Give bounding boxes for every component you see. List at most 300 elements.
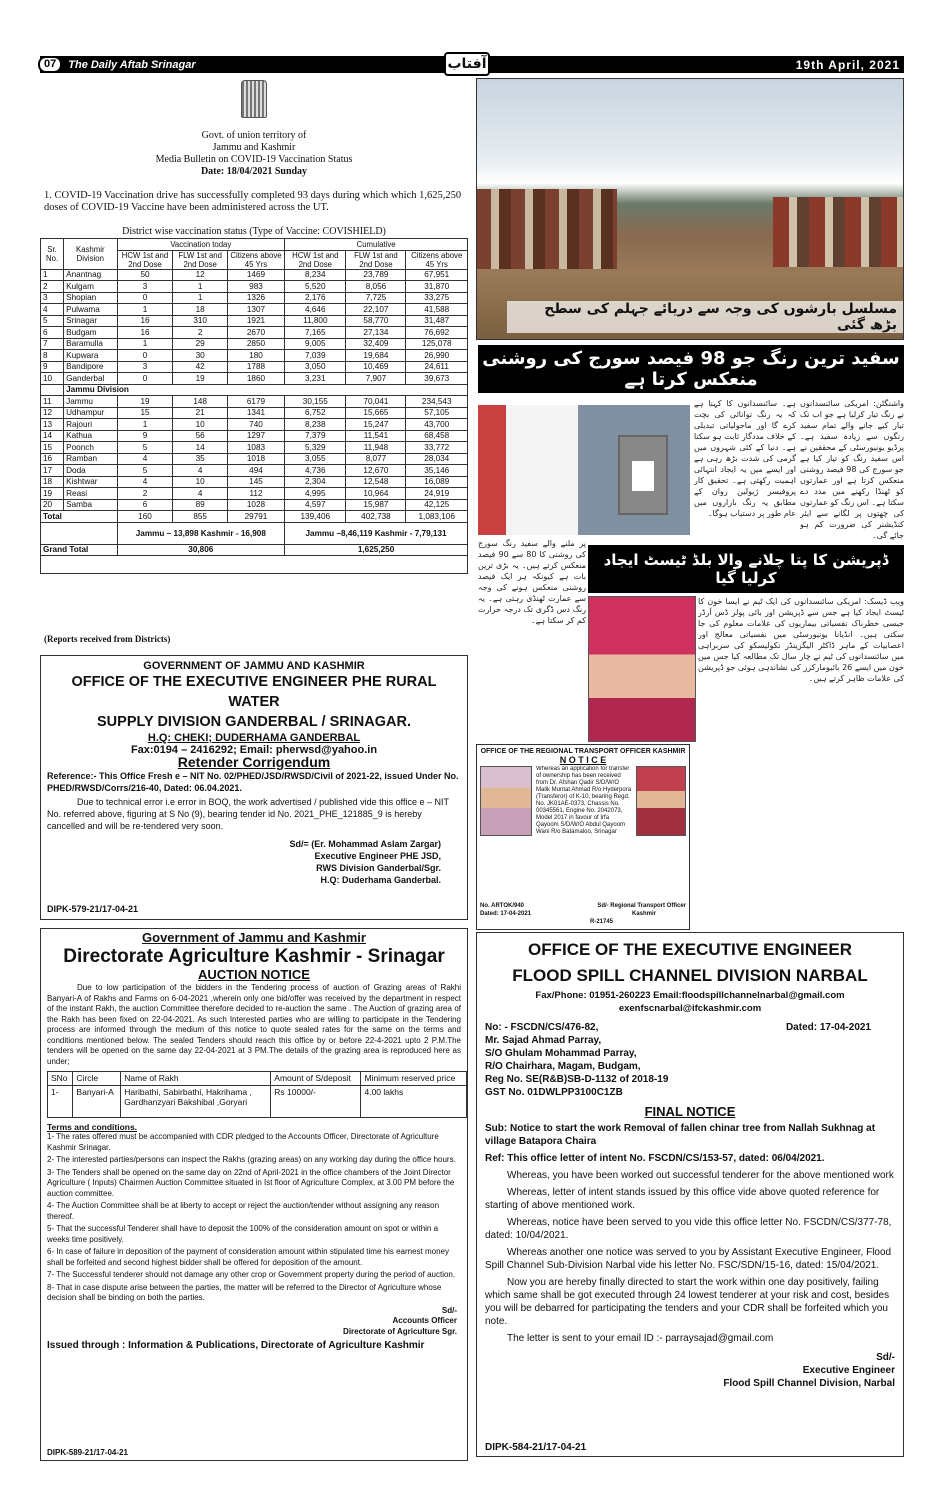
value-cell: 1341: [227, 407, 284, 419]
sr-no-cell: 14: [41, 430, 64, 442]
value-cell: 16,089: [406, 476, 468, 488]
fsc-address: [485, 1034, 895, 1099]
value-cell: 5: [117, 465, 173, 477]
phe-sign-2: Executive Engineer PHE JSD,: [314, 851, 441, 861]
district-name-cell: Pulwama: [64, 304, 117, 316]
agri-body: Due to low participation of the bidders in the Tendering process of auction of Grazing areas of Rakhi Banyari-A of Rakhs and Farms on 6-04-2021 ,wherein only one bid/offer was received by the department in respect of the instant Rakh, the auction Committee therefore decided to re-auction the same . The Auction of grazing area of the Rakh has been fixed on 22-04-2021. As such Interested parties who are willing to participate in the Tendering process are informed through the medium of this notice to quote sealed rates for the same on the terms and conditions mentioned below. The sealed Tenders should reach this office by or before 22-4-2021 upto 2 P.M.The tenders will be opened on the same day 22-04-2021 at 3 PM.The details of the grazing area is reproduced here as under;: [47, 983, 461, 1066]
fsc-email: The letter is sent to your email ID :- parraysajad@gmail.com: [507, 1333, 774, 1344]
value-cell: 2: [173, 327, 227, 339]
fsc-addr-5: GST No. 01DWLPP3100C1ZB: [485, 1087, 623, 1098]
photo-caption: مسلسل بارشوں کی وجہ سے دریائے جہلم کی سطح بڑھ گئی: [507, 301, 903, 333]
value-cell: 6: [117, 499, 173, 511]
district-row: [41, 430, 468, 442]
sr-no-cell: 7: [41, 338, 64, 350]
value-cell: 15,987: [346, 499, 406, 511]
rto-sd: Sd/- Regional Transport Officer: [597, 903, 686, 909]
district-row: [41, 350, 468, 362]
rto-sign-row-2: [480, 910, 686, 918]
value-cell: 8,234: [285, 269, 346, 281]
term-item: 5- That the successful Tenderer shall have to deposit the 100% of the consideration amount on spot or within a weeks time positively.: [47, 1224, 439, 1244]
grand-total-label: Grand Total: [41, 544, 118, 556]
value-cell: 19,684: [346, 350, 406, 362]
fsc-contact-1: Fax/Phone: 01951-260223 Email:floodspillchannelnarbal@gmail.com: [535, 990, 845, 1001]
value-cell: 31,487: [406, 315, 468, 327]
rto-title: N O T I C E: [559, 755, 607, 765]
value-cell: 180: [227, 350, 284, 362]
value-cell: 23,789: [346, 269, 406, 281]
fsc-para: Whereas, letter of intent stands issued by this office vide above quoted reference for starting of above mentioned work.: [485, 1187, 880, 1211]
value-cell: 5: [117, 442, 173, 454]
grand-total-today: 30,806: [117, 544, 285, 556]
phe-sign-1: Sd/= (Er. Mohammad Aslam Zargar): [289, 839, 441, 849]
district-row: [41, 315, 468, 327]
value-cell: 15: [117, 407, 173, 419]
value-cell: 12: [173, 269, 227, 281]
sr-no-cell: 15: [41, 442, 64, 454]
sr-no-cell: 6: [41, 327, 64, 339]
value-cell: 4,597: [285, 499, 346, 511]
value-cell: 3,055: [285, 453, 346, 465]
district-row: [41, 453, 468, 465]
rto-kashmir: Kashmir: [631, 911, 656, 917]
totals: [41, 511, 468, 574]
agri-govt: Government of Jammu and Kashmir: [142, 930, 366, 945]
value-cell: 6,752: [285, 407, 346, 419]
value-cell: 16: [117, 327, 173, 339]
term-item: 4- The Auction Committee shall be at liberty to accept or reject the auction/tender without assigning any reason thereof.: [47, 1201, 440, 1221]
newspaper-name: The Daily Aftab Srinagar: [68, 58, 196, 71]
value-cell: 21: [173, 407, 227, 419]
sr-no-cell: 20: [41, 499, 64, 511]
value-cell: 7,039: [285, 350, 346, 362]
kashmir-rows: [41, 269, 468, 384]
term-item: 2- The interested parties/persons can inspect the Rakhs (grazing areas) on any working day during the office hours.: [47, 1155, 456, 1164]
fsc-subject: Sub: Notice to start the work Removal of fallen chinar tree from Nallah Sukhnag at village Batapora Chaira: [485, 1123, 876, 1147]
value-cell: 24,611: [406, 361, 468, 373]
rto-office: OFFICE OF THE REGIONAL TRANSPORT OFFICER KASHMIR: [480, 748, 686, 755]
district-row: [41, 338, 468, 350]
col-header: Citizens above 45 Yrs: [227, 250, 284, 269]
value-cell: 19: [117, 396, 173, 408]
total-cell: 1,083,106: [406, 511, 468, 523]
fsc-sign-3: Flood Spill Channel Division, Narbal: [723, 1378, 895, 1389]
value-cell: 1469: [227, 269, 284, 281]
district-name-cell: Jammu: [64, 396, 117, 408]
value-cell: 42: [173, 361, 227, 373]
headline-banner-paint: سفید ترین رنگ جو 98 فیصد سورج کی روشنی منعکس کرتا ہے: [478, 345, 904, 393]
col-header: Sr. No.: [41, 239, 64, 270]
value-cell: 0: [117, 350, 173, 362]
district-name-cell: Kathua: [64, 430, 117, 442]
white-paint-sample: [618, 435, 668, 515]
value-cell: 19: [173, 373, 227, 385]
fsc-division: FLOOD SPILL CHANNEL DIVISION NARBAL: [512, 966, 868, 985]
rakh-col: Amount of S/deposit: [271, 1072, 361, 1086]
district-row: [41, 419, 468, 431]
value-cell: 7,379: [285, 430, 346, 442]
value-cell: 26,990: [406, 350, 468, 362]
district-row: [41, 373, 468, 385]
value-cell: 7,907: [346, 373, 406, 385]
value-cell: 310: [173, 315, 227, 327]
term-item: 6- In case of failure in deposition of the payment of consideration amount within stipulated time his earnest money shall be forfeited and second highest bidder shall be offered for deposition of the amount.: [47, 1247, 450, 1267]
rakh-table: [47, 1071, 467, 1118]
value-cell: 24,919: [406, 488, 468, 500]
value-cell: 6179: [227, 396, 284, 408]
col-header: FLW 1st and 2nd Dose: [346, 250, 406, 269]
district-name-cell: Bandipore: [64, 361, 117, 373]
sr-no-cell: 18: [41, 476, 64, 488]
value-cell: 42,125: [406, 499, 468, 511]
table-caption: District wise vaccination status (Type of Vaccine: COVISHIELD): [122, 226, 386, 237]
col-header: HCW 1st and 2nd Dose: [285, 250, 346, 269]
value-cell: 4: [173, 488, 227, 500]
bulletin-paragraph: 1. COVID-19 Vaccination drive has successfully completed 93 days during which which 1,625,250 doses of COVID-19 Vaccine have been administered across the UT.: [44, 190, 462, 213]
value-cell: 27,134: [346, 327, 406, 339]
vaccination-table: [40, 238, 468, 574]
phe-title: Retender Corrigendum: [177, 754, 331, 770]
scientist-photo: [478, 405, 690, 535]
phe-reference: Reference:- This Office Fresh e – NIT No. 02/PHED/JSD/RWSD/Civil of 2021-22, issued Under No. PHED/RWSD/Corrs/216-40, Dated: 06.04.2021.: [47, 771, 459, 793]
fsc-title: FINAL NOTICE: [644, 1104, 736, 1119]
value-cell: 112: [227, 488, 284, 500]
district-name-cell: Rajouri: [64, 419, 117, 431]
fsc-addr-3: R/O Chairhara, Magam, Budgam,: [485, 1061, 641, 1072]
urdu-article-paint-col3: پر ملنے والے سفید رنگ سورج کی روشنی کا 80 سے 90 فیصد منعکس کرتے ہیں۔ یہ بڑی ترین بات ہے کیونکہ ہر ایک فیصد روشنی منعکس ہونے کی وجہ سے عمارت ٹھنڈی رہتی ہے۔ یہ رنگ دس ڈگری تک درجہ حرارت کم کر سکتا ہے۔: [478, 539, 586, 625]
value-cell: 32,409: [346, 338, 406, 350]
value-cell: 12,548: [346, 476, 406, 488]
jammu-rows: [41, 396, 468, 511]
total-cell: 29791: [227, 511, 284, 523]
value-cell: 2: [117, 488, 173, 500]
rto-notice: [476, 744, 690, 930]
sr-no-cell: 1: [41, 269, 64, 281]
value-cell: 3: [117, 281, 173, 293]
value-cell: 3: [117, 361, 173, 373]
district-row: [41, 292, 468, 304]
value-cell: 67,951: [406, 269, 468, 281]
fsc-addr-1: Mr. Sajad Ahmad Parray,: [485, 1035, 602, 1046]
fsc-office: OFFICE OF THE EXECUTIVE ENGINEER: [528, 940, 852, 959]
district-row: [41, 281, 468, 293]
value-cell: 1307: [227, 304, 284, 316]
value-cell: 3,050: [285, 361, 346, 373]
sr-no-cell: 3: [41, 292, 64, 304]
flood-spill-final-notice: [476, 932, 904, 1457]
sr-no-cell: 11: [41, 396, 64, 408]
sr-no-cell: 17: [41, 465, 64, 477]
fsc-signature: [485, 1351, 895, 1390]
value-cell: 4: [173, 465, 227, 477]
rto-body-cont: [480, 838, 686, 902]
agri-directorate: Directorate Agriculture Kashmir - Srinagar: [63, 945, 445, 967]
value-cell: 22,107: [346, 304, 406, 316]
bulletin-line-2: Jammu and Kashmir: [212, 142, 296, 153]
district-name-cell: Poonch: [64, 442, 117, 454]
term-item: 1- The rates offered must be accompanied with CDR pledged to the Accounts Officer, Directorate of Agriculture Kashmir Srinagar.: [47, 1132, 439, 1152]
value-cell: 70,041: [346, 396, 406, 408]
value-cell: 8,077: [346, 453, 406, 465]
rakh-col: Minimum reserved price: [361, 1072, 467, 1086]
state-emblem-icon: [241, 80, 267, 118]
value-cell: 8,056: [346, 281, 406, 293]
sr-no-cell: 12: [41, 407, 64, 419]
district-row: [41, 476, 468, 488]
rto-number: No. ARTOK/940: [480, 903, 525, 909]
total-label: Total: [41, 511, 118, 523]
value-cell: 10: [173, 476, 227, 488]
rto-dated: Dated: 17-04-2021: [480, 911, 532, 917]
district-name-cell: Doda: [64, 465, 117, 477]
masthead-logo: آفتاب: [444, 52, 490, 76]
district-name-cell: Kishtwar: [64, 476, 117, 488]
phe-hq: H.Q: CHEKI; DUDERHAMA GANDERBAL: [147, 732, 361, 744]
value-cell: 10: [173, 419, 227, 431]
value-cell: 4: [117, 476, 173, 488]
split-today: Jammu – 13,898 Kashmir - 16,908: [117, 522, 285, 544]
sr-no-cell: 9: [41, 361, 64, 373]
value-cell: 4: [117, 453, 173, 465]
value-cell: 1326: [227, 292, 284, 304]
transferor-photo: [480, 766, 532, 836]
value-cell: 494: [227, 465, 284, 477]
district-row: [41, 396, 468, 408]
phe-govt: GOVERNMENT OF JAMMU AND KASHMIR: [143, 660, 365, 672]
value-cell: 28,034: [406, 453, 468, 465]
jammu-division-row: [41, 384, 468, 396]
sr-no-cell: 10: [41, 373, 64, 385]
rakh-col: Circle: [73, 1072, 121, 1086]
riverside-houses: [477, 189, 617, 269]
value-cell: 33,275: [406, 292, 468, 304]
value-cell: 1: [117, 304, 173, 316]
split-cumulative: Jammu –8,46,119 Kashmir - 7,79,131: [285, 522, 468, 544]
value-cell: 5,520: [285, 281, 346, 293]
fsc-number-row: [485, 1021, 895, 1034]
value-cell: 56: [173, 430, 227, 442]
phe-office-2: SUPPLY DIVISION GANDERBAL / SRINAGAR.: [97, 714, 411, 730]
district-name-cell: Baramulla: [64, 338, 117, 350]
rto-body: Whereas an application for transfer of ownership has been received from Dr. Afshan Qadir S/D/W/O Malik Muntat Ahmad R/o Hyderpora (Transferor) of K-10, bearing Regd. No. JK01AE-0373, Chassis No. 00345561, Engine No. 2042073, Model 2017 in favour of Irfa Qayoom S/D/W/O Abdul Qayoom Wani R/o Batamaloo, Srinagar: [536, 766, 632, 835]
agri-dipk: DIPK-589-21/17-04-21: [47, 1447, 128, 1457]
rakh-cell: Banyari-A: [73, 1085, 121, 1117]
covid-bulletin-header: [40, 80, 468, 178]
fsc-addr-4: Reg No. SE(R&B)SB-D-1132 of 2018-19: [485, 1074, 669, 1085]
issue-date: 19th April, 2021: [795, 57, 900, 72]
value-cell: 68,458: [406, 430, 468, 442]
value-cell: 35: [173, 453, 227, 465]
district-row: [41, 304, 468, 316]
sr-no-cell: 2: [41, 281, 64, 293]
value-cell: 4,646: [285, 304, 346, 316]
fsc-dipk: DIPK-584-21/17-04-21: [485, 1442, 587, 1453]
total-cell: 402,738: [346, 511, 406, 523]
value-cell: 11,948: [346, 442, 406, 454]
district-name-cell: Samba: [64, 499, 117, 511]
sr-no-cell: 8: [41, 350, 64, 362]
rakh-cell: 4.00 lakhs: [361, 1085, 467, 1117]
rto-sign-row-1: [480, 902, 686, 910]
value-cell: 9: [117, 430, 173, 442]
col-header: HCW 1st and 2nd Dose: [117, 250, 173, 269]
district-name-cell: Kulgam: [64, 281, 117, 293]
total-cell: 855: [173, 511, 227, 523]
district-name-cell: Ganderbal: [64, 373, 117, 385]
value-cell: 125,078: [406, 338, 468, 350]
value-cell: 1860: [227, 373, 284, 385]
value-cell: 1: [117, 338, 173, 350]
sr-no-cell: 4: [41, 304, 64, 316]
rakh-cell: Haribathi, Sabirbathi, Hakrihama , Gardhanzyari Bakshibal ,Goryari: [121, 1085, 271, 1117]
value-cell: 1028: [227, 499, 284, 511]
bulletin-line-1: Govt. of union territory of: [201, 130, 307, 141]
col-header: Kashmir Division: [64, 239, 117, 270]
phe-dipk: DIPK-579-21/17-04-21: [47, 904, 139, 914]
rakh-col: Name of Rakh: [121, 1072, 271, 1086]
fsc-reference: Ref: This office letter of intent No. FSCDN/CS/153-57, dated: 06/04/2021.: [485, 1153, 825, 1164]
agri-signature: [47, 1306, 461, 1338]
value-cell: 145: [227, 476, 284, 488]
value-cell: 983: [227, 281, 284, 293]
value-cell: 0: [117, 373, 173, 385]
fsc-para: Whereas, notice have been served to you vide this office letter No. FSCDN/CS/377-78, dated: 10/04/2021.: [485, 1217, 892, 1241]
district-row: [41, 269, 468, 281]
value-cell: 57,105: [406, 407, 468, 419]
value-cell: 2,304: [285, 476, 346, 488]
district-name-cell: Shopian: [64, 292, 117, 304]
district-row: [41, 327, 468, 339]
col-header: Citizens above 45 Yrs: [406, 250, 468, 269]
value-cell: 3,231: [285, 373, 346, 385]
group-header-today: Vaccination today: [117, 239, 285, 251]
term-item: 3- The Tenders shall be opened on the same day on 22nd of April-2021 in the office chambers of the Joint Director Agriculture ( Inputs) Chairmen Auction Committee situated in Ist floor of Agriculture Complex, at 3.00 PM before the auction committee.: [47, 1167, 455, 1198]
page-number: 07: [38, 56, 62, 73]
reports-note: (Reports received from Districts): [44, 634, 171, 644]
value-cell: 58,770: [346, 315, 406, 327]
fsc-para: Now you are hereby finally directed to start the work within one day positively, failing which same shall be got executed through 24 lowest tenderer at your risk and cost, besides you will be debarred for participating the tenders and your CDR shall be forfeited which you note.: [485, 1277, 890, 1327]
value-cell: 0: [117, 292, 173, 304]
value-cell: 31,870: [406, 281, 468, 293]
riverside-houses: [773, 197, 903, 267]
value-cell: 15,247: [346, 419, 406, 431]
fsc-sign-2: Executive Engineer: [802, 1365, 895, 1376]
fsc-contact-2: exenfscnarbal@ifckashmir.com: [618, 1003, 762, 1014]
fsc-para: Whereas, you have been worked out successful tenderer for the above mentioned work: [507, 1170, 894, 1181]
agri-tc-heading: Terms and conditions.: [47, 1121, 138, 1132]
value-cell: 16: [117, 315, 173, 327]
headline-banner-depression: ڈپریشن کا پتا چلانے والا بلڈ ٹیسٹ ایجاد کرلیا گیا: [588, 545, 904, 593]
group-header-cumulative: Cumulative: [285, 239, 468, 251]
district-name-cell: Srinagar: [64, 315, 117, 327]
bulletin-date: Date: 18/04/2021 Sunday: [200, 166, 308, 177]
urdu-article-paint-col1: واشنگٹن: امریکی سائنسدانوں نے رنگ تیار کرلیا ہے جو اب تک تیار کیے جانے والے تمام سفید رنگوں سے زیادہ سفید ہے۔ پرڈیو یونیورسٹی کے محققین نے اس سفید رنگ کو تیار کیا ہے جو سورج کی 98 فیصد روشنی منعکس کرتا ہے اور عمارتوں کو ٹھنڈا رکھنے میں مدد دے سکتا ہے۔ اس رنگ کو عمارتوں کی چھتوں پر لگانے سے ایئر کنڈیشنر کی ضرورت کم ہو جائے گی۔: [800, 399, 904, 540]
agri-sign-3: Directorate of Agriculture Sgr.: [343, 1326, 457, 1336]
value-cell: 1018: [227, 453, 284, 465]
bulletin-line-3: Media Bulletin on COVID-19 Vaccination Status: [155, 154, 353, 165]
phe-signature: [47, 838, 461, 886]
value-cell: 7,725: [346, 292, 406, 304]
agri-sign-1: Sd/-: [441, 1305, 457, 1315]
sr-no-cell: 5: [41, 315, 64, 327]
rakh-cell: Rs 10000/-: [271, 1085, 361, 1117]
phe-office-1: OFFICE OF THE EXECUTIVE ENGINEER PHE RURAL WATER: [71, 674, 437, 710]
value-cell: 234,543: [406, 396, 468, 408]
phe-body: Due to technical error i.e error in BOQ, the work advertised / published vide this office e – NIT No. referred above, figuring at S No (9), bearing tender id No. 2021_PHE_121885_9 is hereby cancelled and will be re-tendered very soon.: [47, 797, 449, 831]
district-name-cell: Ramban: [64, 453, 117, 465]
district-name-cell: Udhampur: [64, 407, 117, 419]
value-cell: 2850: [227, 338, 284, 350]
white-square: [632, 461, 654, 491]
value-cell: 4,995: [285, 488, 346, 500]
agri-title: AUCTION NOTICE: [198, 966, 310, 982]
urdu-article-paint-col2: ہے۔ سائنسدانوں کا کہنا ہے کہ یہ رنگ توانائی کی بچت کرے گا اور ماحولیاتی تبدیلی کے خلاف مددگار ثابت ہو سکتا ہے۔ دنیا کے کئی شہروں میں گرمی کی شدت بڑھ رہی ہے اور ایسے میں یہ ایجاد انتہائی اہمیت رکھتی ہے۔ تحقیق کار پروفیسر ژیولین روان کے مطابق یہ رنگ بازاروں میں عام طور پر دستیاب ہوگا۔: [694, 399, 796, 518]
district-name-cell: Budgam: [64, 327, 117, 339]
value-cell: 50: [117, 269, 173, 281]
urdu-article-depression-col1: ویب ڈیسک: امریکی سائنسدانوں کی ایک ٹیم نے ایسا خون کا ٹیسٹ ایجاد کیا ہے جس سے ڈپریشن اور بائی پولر ڈس آرڈر جیسی خطرناک نفسیاتی بیماریوں کی علامات معلوم کی جا سکتی ہیں۔ انڈیانا یونیورسٹی میں نفسیاتی معالج اور اعصابیات کے ماہر ڈاکٹر الیگزینڈر نکولیسکو کی سربراہی میں سائنسدانوں کی ٹیم نے چار سال تک مطالعہ کیا جس میں خون میں ایسے 26 بائیومارکرز کی نشاندہی ہوئی جو ڈپریشن کی علامات ظاہر کرتے ہیں۔: [698, 597, 904, 683]
fsc-para: Whereas another one notice was served to you by Assistant Executive Engineer, Flood Spill Channel Sub-Division Narbal vide his letter No. FSC/SDN/15-16, dated: 15/04/2021.: [485, 1247, 892, 1271]
value-cell: 1788: [227, 361, 284, 373]
value-cell: 29: [173, 338, 227, 350]
agriculture-auction-notice: [40, 928, 468, 1461]
phe-contact: Fax:0194 – 2416292; Email: pherwsd@yahoo.in: [130, 744, 378, 756]
blood-test-photo: [588, 596, 696, 742]
district-row: [41, 442, 468, 454]
total-cell: 160: [117, 511, 173, 523]
value-cell: 1921: [227, 315, 284, 327]
value-cell: 10,469: [346, 361, 406, 373]
value-cell: 7,165: [285, 327, 346, 339]
fsc-number: No: - FSCDN/CS/476-82,: [485, 1022, 599, 1033]
rakh-cell: 1-: [48, 1085, 73, 1117]
transferee-photo: [636, 766, 686, 836]
district-name-cell: Reasi: [64, 488, 117, 500]
value-cell: 8,238: [285, 419, 346, 431]
river-photo: [476, 78, 904, 340]
fsc-dated: Dated: 17-04-2021: [785, 1022, 871, 1033]
term-item: 7- The Successful tenderer should not damage any other crop or Government property during the period of auction.: [47, 1270, 456, 1279]
value-cell: 12,670: [346, 465, 406, 477]
value-cell: 18: [173, 304, 227, 316]
sr-no-cell: 16: [41, 453, 64, 465]
fsc-addr-2: S/O Ghulam Mohammad Parray,: [485, 1048, 637, 1059]
value-cell: 5,329: [285, 442, 346, 454]
sr-no-cell: 19: [41, 488, 64, 500]
value-cell: 1: [117, 419, 173, 431]
rto-photos-row: [480, 766, 686, 836]
value-cell: 30: [173, 350, 227, 362]
value-cell: 39,673: [406, 373, 468, 385]
rto-ref: R-21745: [590, 919, 614, 925]
value-cell: 9,005: [285, 338, 346, 350]
district-name-cell: Kupwara: [64, 350, 117, 362]
district-row: [41, 407, 468, 419]
district-row: [41, 465, 468, 477]
phe-sign-4: H.Q: Duderhama Ganderbal.: [320, 875, 441, 885]
grand-total-cumulative: 1,625,250: [285, 544, 468, 556]
value-cell: 1: [173, 292, 227, 304]
value-cell: 2670: [227, 327, 284, 339]
value-cell: 41,588: [406, 304, 468, 316]
phe-sign-3: RWS Division Ganderbal/Sgr.: [316, 863, 441, 873]
value-cell: 10,964: [346, 488, 406, 500]
district-name-cell: Anantnag: [64, 269, 117, 281]
phe-retender-notice: [40, 655, 468, 920]
fsc-sign-1: Sd/-: [876, 1352, 895, 1363]
value-cell: 11,541: [346, 430, 406, 442]
agri-terms-list: [47, 1132, 461, 1304]
district-row: [41, 488, 468, 500]
district-row: [41, 499, 468, 511]
